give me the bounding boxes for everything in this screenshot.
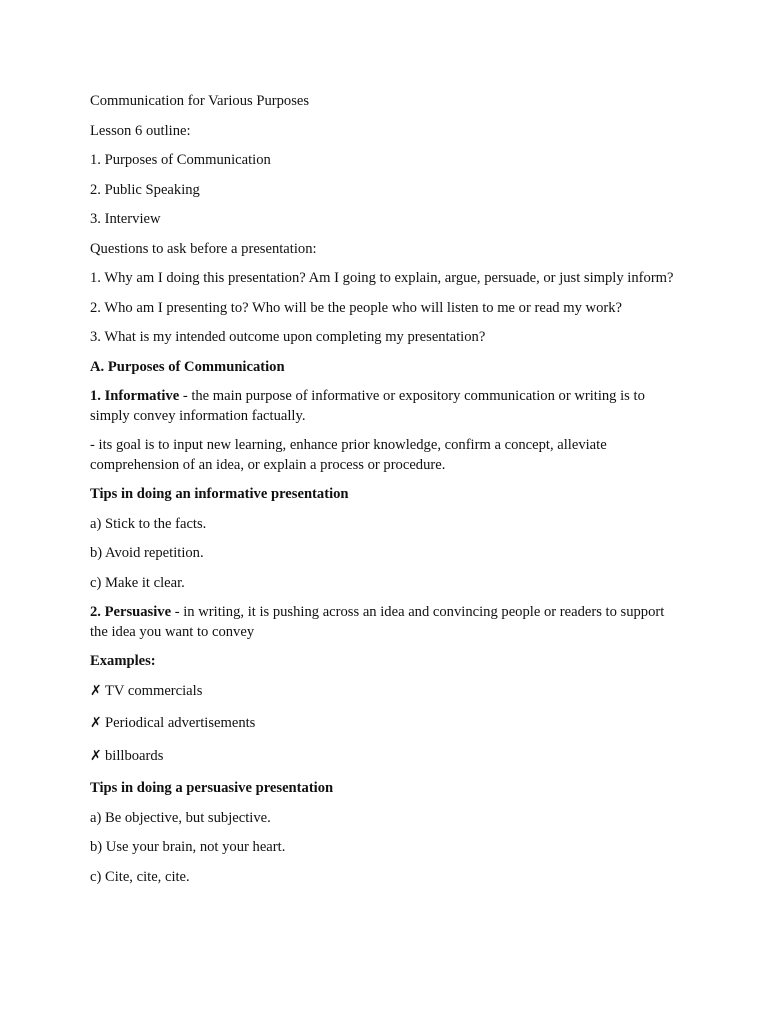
example-label: Periodical advertisements — [105, 715, 256, 731]
cross-mark-icon: ✗ — [90, 715, 102, 731]
persuasive-tip: a) Be objective, but subjective. — [90, 809, 271, 826]
document-title: Communication for Various Purposes — [90, 93, 310, 109]
question-item: 3. What is my intended outcome upon completing my presentation? — [90, 329, 486, 345]
example-label: TV commercials — [105, 682, 203, 699]
example-item — [90, 714, 680, 734]
informative-tip: c) Make it clear. — [90, 574, 185, 591]
informative-term: 1. Informative — [90, 388, 180, 404]
document-page — [90, 92, 680, 897]
informative-tip: b) Avoid repetition. — [90, 545, 204, 561]
persuasive-tip: c) Cite, cite, cite. — [90, 868, 190, 885]
cross-mark-icon: ✗ — [90, 747, 102, 764]
persuasive-term: 2. Persuasive — [90, 604, 172, 620]
outline-heading: Lesson 6 outline: — [90, 122, 191, 139]
question-item: 2. Who am I presenting to? Who will be the people who will listen to me or read my work? — [90, 299, 623, 316]
example-label: billboards — [105, 747, 164, 764]
informative-definition — [90, 387, 680, 426]
example-item — [90, 747, 680, 767]
informative-tips-heading: Tips in doing an informative presentation — [90, 486, 349, 502]
persuasive-tips-heading: Tips in doing a persuasive presentation — [90, 780, 334, 796]
examples-heading: Examples: — [90, 653, 156, 669]
informative-tip: a) Stick to the facts. — [90, 515, 207, 532]
persuasive-definition — [90, 603, 680, 642]
question-item: 1. Why am I doing this presentation? Am I going to explain, argue, persuade, or just simply inform? — [90, 270, 674, 286]
cross-mark-icon: ✗ — [90, 682, 102, 699]
outline-item: 3. Interview — [90, 211, 161, 227]
example-item — [90, 682, 680, 702]
section-heading: A. Purposes of Communication — [90, 358, 285, 375]
persuasive-definition-text: - in writing, it is pushing across an idea and convincing people or readers to support the idea you want to convey — [90, 604, 665, 640]
informative-goal: - its goal is to input new learning, enhance prior knowledge, confirm a concept, alleviate comprehension of an idea, or explain a process or procedure. — [90, 437, 607, 473]
questions-heading: Questions to ask before a presentation: — [90, 240, 317, 257]
informative-definition-text: - the main purpose of informative or expository communication or writing is to simply convey information factually. — [90, 388, 645, 424]
outline-item: 2. Public Speaking — [90, 181, 200, 198]
outline-item: 1. Purposes of Communication — [90, 152, 271, 168]
persuasive-tip: b) Use your brain, not your heart. — [90, 839, 286, 855]
